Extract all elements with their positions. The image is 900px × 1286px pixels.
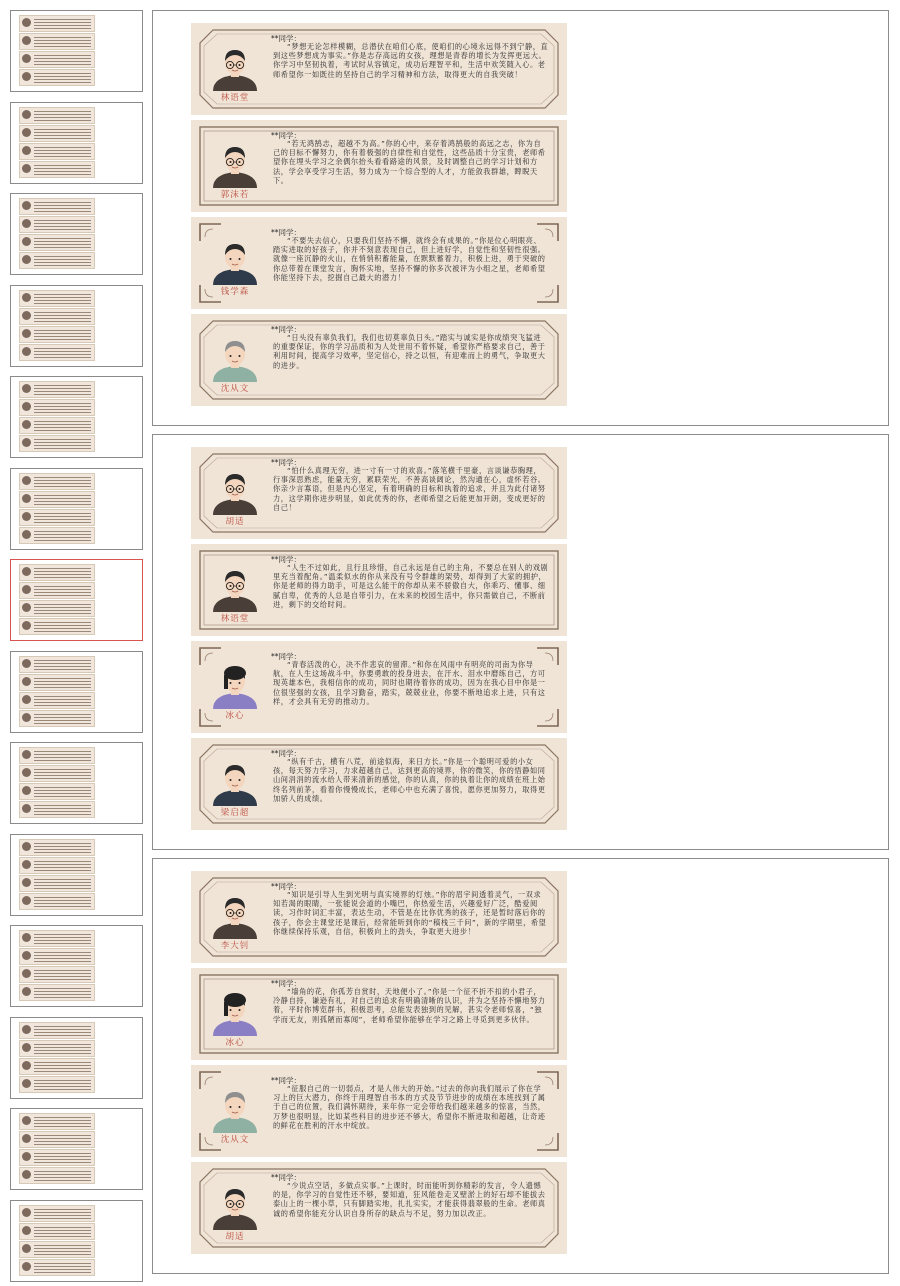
thumbnail-card [19,966,95,983]
scholar-glasses-icon [207,43,263,91]
thumbnail-card [19,875,95,892]
thumbnail-card [19,161,95,178]
greeting-line: **同学： [271,1076,301,1085]
thumbnail-card [19,381,95,398]
thumbnail-card [19,143,95,160]
thumbnail-card [19,1205,95,1222]
thumbnail-card [19,710,95,727]
scholar-icon [207,237,263,285]
thumbnail-card [19,893,95,910]
comment-card [191,871,567,963]
greeting-line: **同学： [271,555,301,564]
thumbnail-card [19,1241,95,1258]
thumbnail-card [19,216,95,233]
thumbnail-card [19,1259,95,1276]
thumbnail-card [19,1040,95,1057]
comment-text: “梦想无论怎样模糊，总潜伏在咱们心底，使咱们的心境永远得不到宁静，直到这些梦想成为事实。”你是志存高远的女孩，理想是青春的增长为发挥更远大。你学习中坚韧执着，考试时从容镇定，成功后理智平和，生活中欢笑随入心。老师希望你一如既往的坚持自己的学习精神和方法，取得更大的自我突破！ [273,42,549,79]
portrait-name: 郭沫若 [220,190,250,200]
comment-card [191,314,567,406]
lady-icon [207,661,263,709]
thumbnail-card [19,1058,95,1075]
comment-text: “若无鸿鹄志，超越不为高。”你的心中，来存着鸿鹄般的高远之志，你为自己的目标不懈努力，你有着极强的自律性和自觉性，这些品质十分宝贵，老师希望你在埋头学习之余偶尔抬头看看路途的风景，及时调整自己的学习计划和方法，学会享受学习生活，努力成为一个综合型的人才，方能敛我群雄，睥睨天下。 [273,139,546,185]
thumbnail-card [19,399,95,416]
comment-text: “怕什么真理无穷，进一寸有一寸的欢喜。”落笔横千里豪，言谈谦恭胸理，行事深思熟虑，能量无穷，累联荣光，不善高谈阔论，然沟通在心，虚怀若谷。你亲少言寡语，但是内心坚定，有着明确的目标和执着的追求，并且为此付诸努力，这学期你进步明显，如此优秀的你，老师希望之后能更加开朗，变成更好的自己！ [273,466,546,512]
comment-card [191,1162,567,1254]
thumbnail-card [19,491,95,508]
thumbnail-card [19,234,95,251]
thumbnail-card [19,69,95,86]
comment-text: “日头没有辜负我们，我们也切莫辜负日头。”踏实与诚实是你成绩突飞猛进的重要保证，你的学习品质和为人处世用不着怀疑，希望你严格要求自己，善于利用时间，提高学习效率，坚定信心，持之以恒，有迎难而上的勇气，争取更大的进步。 [273,333,546,370]
page-thumbnail[interactable] [10,1017,143,1099]
thumbnail-card [19,125,95,142]
portrait-name: 林语堂 [220,93,250,103]
scholar-glasses-icon [207,1182,263,1230]
thumbnail-card [19,51,95,68]
comment-card [191,968,567,1060]
page-thumbnail[interactable] [10,651,143,733]
page-thumbnail[interactable] [10,468,143,550]
portrait-name: 梁启超 [220,808,250,818]
portrait-name: 李大钊 [220,941,250,951]
greeting-line: **同学： [271,749,301,758]
comment-card [191,120,567,212]
greeting-line: **同学： [271,979,301,988]
thumbnail-card [19,857,95,874]
page-thumbnail[interactable] [10,1108,143,1190]
greeting-line: **同学： [271,1173,301,1182]
comment-card [191,1065,567,1157]
scholar-glasses-icon [207,564,263,612]
comment-card [191,23,567,115]
thumbnail-card [19,656,95,673]
portrait-name: 冰心 [225,1038,245,1048]
comment-text: “少说点空话，多做点实事。”上课时，时而能听到你精彩的发言，令人遗憾的是，你学习的自觉性还不够，要知道，狂风能卷走叉壁淤上的好石却不能拔去泰山上的一棵小草，只有脚踏实地，扎扎实实，才能获得翡翠般的生命。老师真诚的希望你能充分认识自身所存的缺点与不足，努力加以改正。 [273,1181,546,1218]
thumbnail-card [19,984,95,1001]
greeting-line: **同学： [271,882,301,891]
scholar-glasses-icon [207,891,263,939]
thumbnail-card [19,564,95,581]
comment-text: “不要失去信心，只要我们坚持不懈，就终会有成果的。”你是位心明眼亮、踏实进取的好孩子，你并不刻意表现自己，但上进好学，自觉性和坚韧性很强。就像一座沉静的火山，在悄悄积蓄能量，在默默蓄着力，积极上进，勇于突破的你总带着在课堂发言，胸怀实地，坚持不懈的你多次被评为小组之星，老师希望你能坚持下去，挖掘自己最大的潜力！ [273,236,546,282]
comment-card [191,447,567,539]
thumbnail-card [19,1113,95,1130]
thumbnail-card [19,801,95,818]
page-thumbnail[interactable] [10,10,143,92]
greeting-line: **同学： [271,131,301,140]
page-thumbnail[interactable] [10,1200,143,1282]
thumbnail-card [19,417,95,434]
thumbnail-card [19,1223,95,1240]
thumbnail-card [19,1076,95,1093]
scholar-icon [207,758,263,806]
thumbnail-card [19,509,95,526]
comment-card [191,217,567,309]
thumbnail-card [19,839,95,856]
thumbnail-card [19,1167,95,1184]
thumbnail-card [19,33,95,50]
comment-card [191,641,567,733]
comment-text: “人生不过如此，且行且珍惜，自己永远是自己的主角，不要总在别人的戏剧里充当着配角。”温柔似水的你从来没有号令群雄的架势，却得到了大家的拥护，你是老师的得力助手，可是这么能干的你却从来不骄傲自大，你乖巧、懂事、细腻自卑，优秀的人总是自带引力，在未来的校园生活中，你只需做自己，不断前进，剩下的交给时间。 [273,563,549,609]
page-thumbnail[interactable] [10,102,143,184]
thumbnail-card [19,1022,95,1039]
scholar-glasses-icon [207,140,263,188]
portrait-name: 沈从文 [220,384,250,394]
thumbnail-card [19,1131,95,1148]
thumbnail-card [19,582,95,599]
thumbnail-card [19,252,95,269]
thumbnail-card [19,435,95,452]
thumbnail-card [19,527,95,544]
thumbnail-card [19,692,95,709]
comment-text: “墙角的花，你孤芳自赏时，天地便小了。”你是一个征不折不扣的小君子，冷静自持，谦逊有礼，对自己的追求有明确清晰的认识，并为之坚持不懈地努力着，平时你博览群书，积极思考，总能发表独到的见解，甚实令老师惊喜，“独学而无友，则孤陋而寡闻”，老师希望你能够在学习之路上寻觅到更多伙伴。 [273,987,546,1024]
thumbnail-card [19,618,95,635]
document-page [152,10,889,426]
elder-icon [207,334,263,382]
greeting-line: **同学： [271,34,301,43]
comment-card [191,738,567,830]
greeting-line: **同学： [271,652,301,661]
portrait-name: 钱学森 [220,287,250,297]
thumbnail-card [19,326,95,343]
greeting-line: **同学： [271,325,301,334]
portrait-name: 冰心 [225,711,245,721]
page-thumbnail[interactable] [10,925,143,1007]
comment-text: “青春活泼的心，决不作悲哀的留滞。”和你在风雨中有明亮的司南为你导航，在人生这场战斗中，你要勇敢的投身进去，在汗水、泪水中磨练自己，方可现英雄本色，我相信你的成功，同时也期待着你的成功，因为在我心目中你是一位很坚强的女孩，且学习勤奋，踏实，兢兢业业，你要不断地追求上进，只有这样，才会具有无穷的推动力。 [273,660,546,706]
greeting-line: **同学： [271,458,301,467]
thumbnail-card [19,107,95,124]
page-thumbnail[interactable] [10,742,143,824]
comment-card [191,544,567,636]
comment-text: “征服自己的一切弱点，才是人伟大的开始。”过去的你向我们展示了你在学习上的巨大潜力，你终于用理智自书本的方式及节节进步的成绩在本班找到了属于自己的位置，我们满怀期待，来年你一定会带给我们越来越多的惊喜，当然，万梦也很明显，比如某些科目的进步还不够大，希望你不断进取和超越，让奇迹的鲜花在胜利的汗水中绽放。 [273,1084,546,1130]
scholar-glasses-icon [207,467,263,515]
thumbnail-card [19,344,95,361]
portrait-name: 胡适 [225,517,245,527]
thumbnail-card [19,600,95,617]
thumbnail-card [19,674,95,691]
thumbnail-card [19,473,95,490]
comment-text: “纵有千古，横有八荒，前途似海，来日方长。”你是一个聪明可爱的小女孩，每天努力学习，力求超越自己，达到更高的境界，你的微笑，你的悟静如同山间涓涓的流水给人带来清新的感觉，你的认真，你的执着让你的成绩在班上始终名列前茅，看着你慢慢成长，老师心中也充满了喜悦，愿你更加努力，取得更加骄人的成绩。 [273,757,546,803]
page-thumbnail[interactable] [10,559,143,641]
thumbnail-card [19,198,95,215]
comment-text: “知识是引导人生到光明与真实境界的灯烛。”你的眉宇间透着灵气，一双求知若渴的眼睛，一张能说会道的小嘴巴，你热爱生活，兴趣爱好广泛，酷爱阅读，习作时词汇丰富，表达生动，不管是在比你优秀的孩子，还是暂时落后你的孩子，你会主课堂还是课后，经常能听到你的“稿栈三千问”，新的学期里，希望你继续保持乐观，自信，积极向上的劲头，争取更大进步！ [273,890,547,936]
thumbnail-card [19,308,95,325]
page-thumbnail[interactable] [10,285,143,367]
thumbnail-card [19,948,95,965]
thumbnail-card [19,747,95,764]
greeting-line: **同学： [271,228,301,237]
portrait-name: 沈从文 [220,1135,250,1145]
lady-icon [207,988,263,1036]
page-thumbnail[interactable] [10,193,143,275]
thumbnail-card [19,1149,95,1166]
page-thumbnail[interactable] [10,834,143,916]
portrait-name: 胡适 [225,1232,245,1242]
elder-icon [207,1085,263,1133]
thumbnail-card [19,765,95,782]
thumbnail-card [19,15,95,32]
page-thumbnail[interactable] [10,376,143,458]
thumbnail-card [19,290,95,307]
thumbnail-card [19,930,95,947]
document-page [152,434,889,850]
portrait-name: 林语堂 [220,614,250,624]
document-page [152,858,889,1274]
thumbnail-card [19,783,95,800]
